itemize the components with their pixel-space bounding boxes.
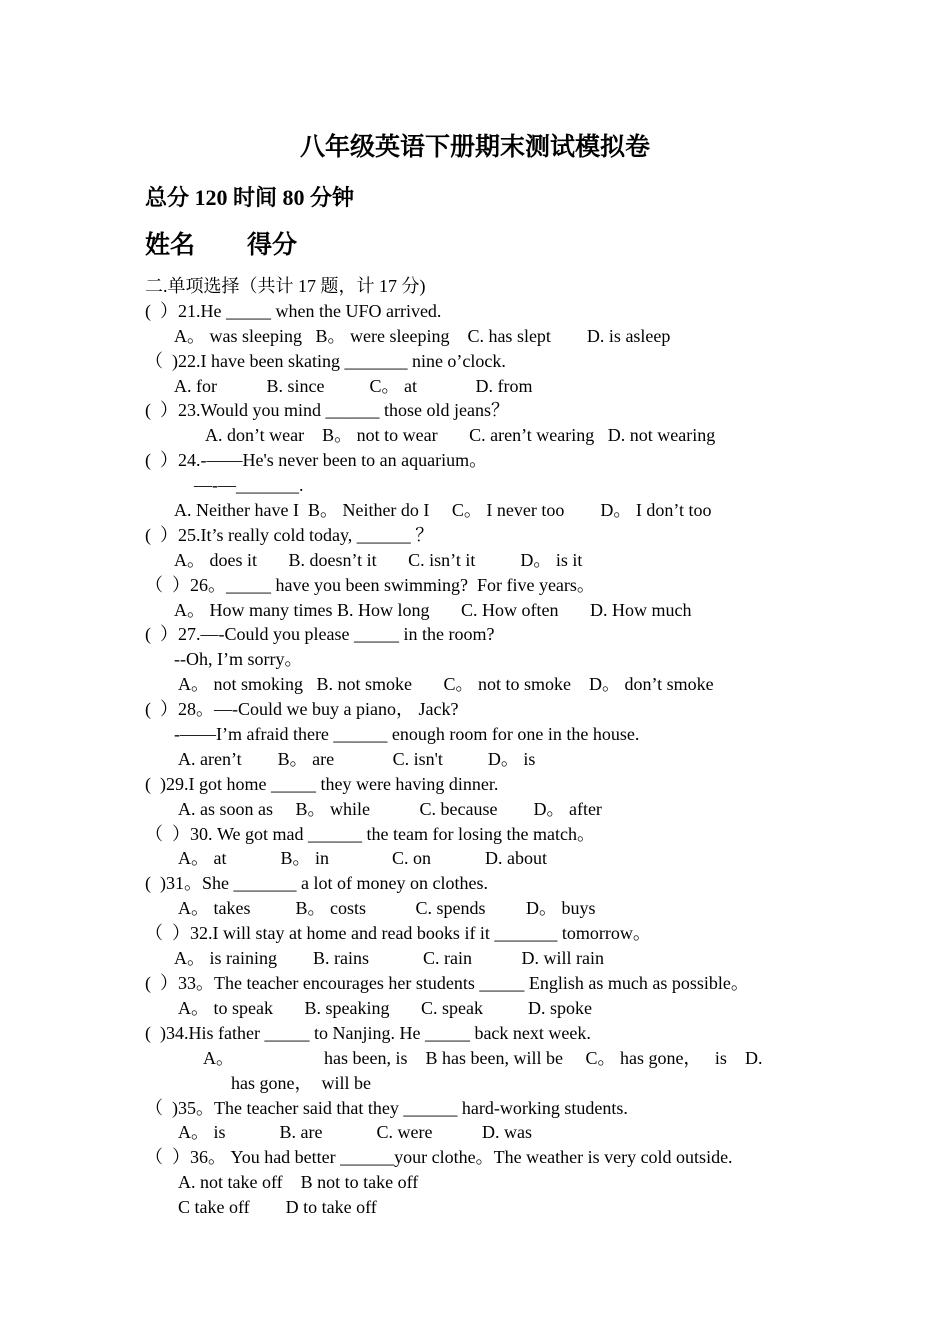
options-line: A。 is B. are C. were D. was [178, 1122, 532, 1142]
question-line: ( )29.I got home _____ they were having dinner. [145, 774, 499, 794]
options-line: C take off D to take off [178, 1197, 377, 1217]
question-line: ( ）21.He _____ when the UFO arrived. [145, 301, 442, 321]
question-line: （ ）32.I will stay at home and read books if it _______ tomorrow。 [145, 923, 651, 943]
options-line: A。 has been, is B has been, will be C。 has gone， is D. [203, 1048, 763, 1068]
options-line: A。 takes B。 costs C. spends D。 buys [178, 898, 596, 918]
section-heading: 二.单项选择（共计 17 题，计 17 分) [145, 276, 426, 296]
question-line: （ )35。The teacher said that they ______ hard-working students. [145, 1098, 628, 1118]
question-line: （ ）36。 You had better ______your clothe。The weather is very cold outside. [145, 1147, 733, 1167]
question-line: ( ）24.-——He's never been to an aquarium。 [145, 450, 488, 470]
question-line: （ )22.I have been skating _______ nine o’clock. [145, 351, 506, 371]
name-score-line [145, 230, 297, 262]
question-line: ( )34.His father _____ to Nanjing. He _____ back next week. [145, 1023, 591, 1043]
options-line: A。 How many times B. How long C. How often D. How much [174, 600, 692, 620]
options-line: A. not take off B not to take off [178, 1172, 419, 1192]
options-line: A. for B. since C。 at D. from [174, 376, 533, 396]
dialogue-line: -——I’m afraid there ______ enough room for one in the house. [174, 724, 640, 744]
options-line: A。 at B。 in C. on D. about [178, 848, 547, 868]
question-line: ( ）33。The teacher encourages her students _____ English as much as possible。 [145, 973, 749, 993]
options-line: A。 is raining B. rains C. rain D. will rain [174, 948, 604, 968]
options-line: A。 to speak B. speaking C. speak D. spoke [178, 998, 592, 1018]
question-line: ( ）23.Would you mind ______ those old jeans？ [145, 400, 510, 420]
name-label: 姓名 [145, 232, 196, 259]
options-line: A. don’t wear B。 not to wear C. aren’t wearing D. not wearing [205, 425, 716, 445]
question-line: （ ）30. We got mad ______ the team for losing the match。 [145, 824, 595, 844]
options-line: has gone， will be [231, 1073, 371, 1093]
score-label: 得分 [247, 232, 298, 259]
options-line: A. Neither have I B。 Neither do I C。 I never too D。 I don’t too [174, 500, 712, 520]
question-line: ( ）27.—-Could you please _____ in the room? [145, 624, 495, 644]
page-title: 八年级英语下册期末测试模拟卷 [299, 134, 650, 161]
options-line: A. as soon as B。 while C. because D。 after [178, 799, 602, 819]
dialogue-line: —-—_______. [194, 475, 304, 495]
options-line: A。 not smoking B. not smoke C。 not to smoke D。 don’t smoke [178, 674, 714, 694]
question-line: ( ）25.It’s really cold today, ______ ？ [145, 525, 434, 545]
question-line: ( )31。She _______ a lot of money on clothes. [145, 873, 488, 893]
question-line: （ ）26。_____ have you been swimming? For five years。 [145, 575, 595, 595]
options-line: A。 was sleeping B。 were sleeping C. has slept D. is asleep [174, 326, 671, 346]
dialogue-line: --Oh, I’m sorry。 [174, 649, 303, 669]
options-line: A. aren’t B。 are C. isn't D。 is [178, 749, 536, 769]
options-line: A。 does it B. doesn’t it C. isn’t it D。 is it [174, 550, 583, 570]
score-time-line: 总分 120 时间 80 分钟 [145, 185, 355, 210]
question-line: ( ）28。—-Could we buy a piano， Jack? [145, 699, 459, 719]
